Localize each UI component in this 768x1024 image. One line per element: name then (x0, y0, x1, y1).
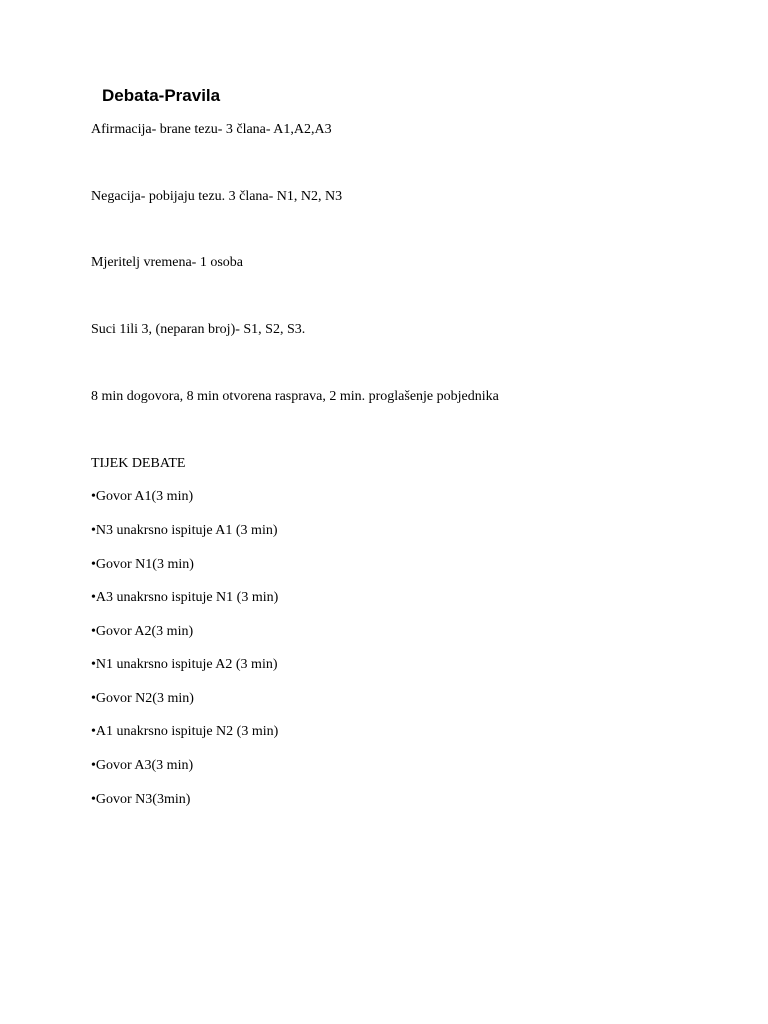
list-item: •A3 unakrsno ispituje N1 (3 min) (91, 590, 279, 605)
list-item: •Govor N3(3min) (91, 792, 191, 807)
list-item: •N1 unakrsno ispituje A2 (3 min) (91, 657, 278, 672)
paragraph-negation: Negacija- pobijaju tezu. 3 člana- N1, N2, N3 (91, 189, 343, 204)
paragraph-affirmation: Afirmacija- brane tezu- 3 člana- A1,A2,A3 (91, 122, 332, 137)
list-item: •Govor A3(3 min) (91, 758, 194, 773)
paragraph-timing: 8 min dogovora, 8 min otvorena rasprava, 2 min. proglašenje pobjednika (91, 389, 499, 404)
list-item: •Govor N2(3 min) (91, 691, 194, 706)
list-item: •Govor A2(3 min) (91, 624, 194, 639)
list-item: •Govor A1(3 min) (91, 489, 194, 504)
paragraph-timekeeper: Mjeritelj vremena- 1 osoba (91, 255, 244, 270)
paragraph-judges: Suci 1ili 3, (neparan broj)- S1, S2, S3. (91, 322, 306, 337)
document-title: Debata-Pravila (102, 86, 221, 105)
list-item: •N3 unakrsno ispituje A1 (3 min) (91, 523, 278, 538)
list-item: •A1 unakrsno ispituje N2 (3 min) (91, 724, 279, 739)
list-item: •Govor N1(3 min) (91, 557, 194, 572)
section-heading: TIJEK DEBATE (91, 456, 186, 471)
